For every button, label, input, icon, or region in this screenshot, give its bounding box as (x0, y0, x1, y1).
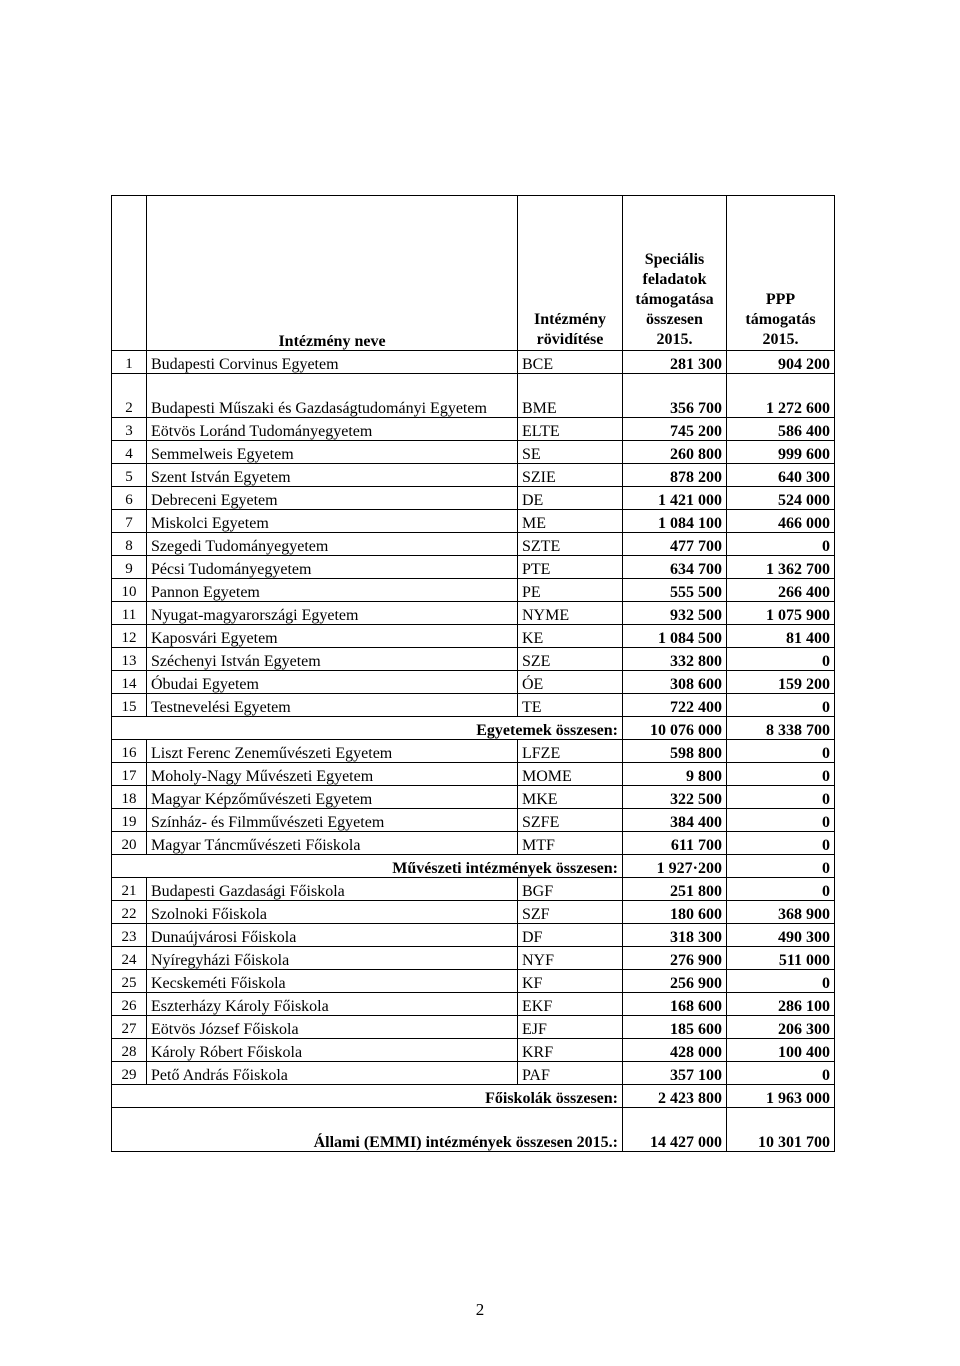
table-row (112, 786, 835, 809)
header-name: Intézmény neve (147, 196, 518, 351)
table-row (112, 510, 835, 533)
ppp-support-value: 490 300 (727, 924, 835, 947)
institution-abbreviation: SZF (518, 901, 623, 924)
table-row (112, 901, 835, 924)
institution-name: Testnevelési Egyetem (147, 694, 518, 717)
institution-name: Budapesti Gazdasági Főiskola (147, 878, 518, 901)
institution-abbreviation: SE (518, 441, 623, 464)
ppp-support-value: 0 (727, 533, 835, 556)
ppp-support-value: 159 200 (727, 671, 835, 694)
institution-name: Színház- és Filmművészeti Egyetem (147, 809, 518, 832)
ppp-support-value: 0 (727, 763, 835, 786)
subtotal-special-value: 10 076 000 (623, 717, 727, 740)
row-number: 11 (112, 602, 147, 625)
row-number: 5 (112, 464, 147, 487)
table-row (112, 1016, 835, 1039)
row-number: 27 (112, 1016, 147, 1039)
institution-abbreviation: DE (518, 487, 623, 510)
special-support-value: 9 800 (623, 763, 727, 786)
subtotal-row (112, 1085, 835, 1108)
subtotal-row (112, 855, 835, 878)
subtotal-ppp-value: 8 338 700 (727, 717, 835, 740)
institution-name: Magyar Táncművészeti Főiskola (147, 832, 518, 855)
table-row (112, 832, 835, 855)
header-ppp-support: PPP támogatás 2015. (727, 196, 835, 351)
ppp-support-value: 1 272 600 (727, 374, 835, 418)
header-special-support: Speciális feladatok támogatása összesen 2015. (623, 196, 727, 351)
ppp-support-value: 0 (727, 1062, 835, 1085)
ppp-support-value: 100 400 (727, 1039, 835, 1062)
institution-name: Kaposvári Egyetem (147, 625, 518, 648)
institution-name: Eötvös Loránd Tudományegyetem (147, 418, 518, 441)
institution-abbreviation: NYF (518, 947, 623, 970)
table-row (112, 993, 835, 1016)
special-support-value: 598 800 (623, 740, 727, 763)
row-number: 13 (112, 648, 147, 671)
table-row (112, 809, 835, 832)
special-support-value: 251 800 (623, 878, 727, 901)
table-row (112, 924, 835, 947)
table-row (112, 487, 835, 510)
special-support-value: 322 500 (623, 786, 727, 809)
institution-name: Semmelweis Egyetem (147, 441, 518, 464)
special-support-value: 332 800 (623, 648, 727, 671)
ppp-support-value: 81 400 (727, 625, 835, 648)
page-number: 2 (475, 1300, 485, 1319)
institution-name: Dunaújvárosi Főiskola (147, 924, 518, 947)
table-row (112, 763, 835, 786)
row-number: 14 (112, 671, 147, 694)
row-number: 28 (112, 1039, 147, 1062)
institution-name: Széchenyi István Egyetem (147, 648, 518, 671)
institution-abbreviation: PAF (518, 1062, 623, 1085)
ppp-support-value: 0 (727, 786, 835, 809)
subtotal-special-value: 1 927·200 (623, 855, 727, 878)
grand-total-special-value: 14 427 000 (623, 1108, 727, 1152)
ppp-support-value: 999 600 (727, 441, 835, 464)
row-number: 25 (112, 970, 147, 993)
special-support-value: 356 700 (623, 374, 727, 418)
institution-name: Debreceni Egyetem (147, 487, 518, 510)
row-number: 1 (112, 351, 147, 374)
institution-abbreviation: ME (518, 510, 623, 533)
grand-total-label: Állami (EMMI) intézmények összesen 2015.: (112, 1108, 623, 1152)
institution-abbreviation: MKE (518, 786, 623, 809)
subtotal-special-value: 2 423 800 (623, 1085, 727, 1108)
special-support-value: 318 300 (623, 924, 727, 947)
table-row (112, 694, 835, 717)
row-number: 20 (112, 832, 147, 855)
ppp-support-value: 0 (727, 878, 835, 901)
institution-name: Pető András Főiskola (147, 1062, 518, 1085)
ppp-support-value: 0 (727, 970, 835, 993)
institution-abbreviation: KE (518, 625, 623, 648)
institution-name: Pannon Egyetem (147, 579, 518, 602)
institution-abbreviation: PE (518, 579, 623, 602)
header-num-cell (112, 196, 147, 351)
institution-abbreviation: SZFE (518, 809, 623, 832)
ppp-support-value: 1 362 700 (727, 556, 835, 579)
institution-abbreviation: NYME (518, 602, 623, 625)
institution-abbreviation: DF (518, 924, 623, 947)
table-row (112, 625, 835, 648)
special-support-value: 477 700 (623, 533, 727, 556)
institution-abbreviation: TE (518, 694, 623, 717)
special-support-value: 260 800 (623, 441, 727, 464)
ppp-support-value: 640 300 (727, 464, 835, 487)
grand-total-ppp-value: 10 301 700 (727, 1108, 835, 1152)
institution-name: Nyíregyházi Főiskola (147, 947, 518, 970)
institution-name: Miskolci Egyetem (147, 510, 518, 533)
ppp-support-value: 368 900 (727, 901, 835, 924)
institution-name: Szegedi Tudományegyetem (147, 533, 518, 556)
row-number: 23 (112, 924, 147, 947)
table-header-row (112, 196, 835, 351)
special-support-value: 357 100 (623, 1062, 727, 1085)
special-support-value: 256 900 (623, 970, 727, 993)
ppp-support-value: 286 100 (727, 993, 835, 1016)
subtotal-label: Főiskolák összesen: (112, 1085, 623, 1108)
special-support-value: 384 400 (623, 809, 727, 832)
institution-abbreviation: SZTE (518, 533, 623, 556)
institution-abbreviation: MTF (518, 832, 623, 855)
grand-total-row (112, 1108, 835, 1152)
institution-abbreviation: EKF (518, 993, 623, 1016)
special-support-value: 1 084 100 (623, 510, 727, 533)
header-abbreviation: Intézmény rövidítése (518, 196, 623, 351)
institution-abbreviation: EJF (518, 1016, 623, 1039)
row-number: 18 (112, 786, 147, 809)
institution-name: Károly Róbert Főiskola (147, 1039, 518, 1062)
subtotal-ppp-value: 1 963 000 (727, 1085, 835, 1108)
row-number: 4 (112, 441, 147, 464)
special-support-value: 1 421 000 (623, 487, 727, 510)
ppp-support-value: 524 000 (727, 487, 835, 510)
special-support-value: 611 700 (623, 832, 727, 855)
special-support-value: 634 700 (623, 556, 727, 579)
table-row (112, 579, 835, 602)
row-number: 26 (112, 993, 147, 1016)
row-number: 8 (112, 533, 147, 556)
institution-name: Eszterházy Károly Főiskola (147, 993, 518, 1016)
institution-abbreviation: LFZE (518, 740, 623, 763)
ppp-support-value: 206 300 (727, 1016, 835, 1039)
table-row (112, 1062, 835, 1085)
row-number: 22 (112, 901, 147, 924)
ppp-support-value: 466 000 (727, 510, 835, 533)
table-row (112, 418, 835, 441)
subtotal-ppp-value: 0 (727, 855, 835, 878)
table-row (112, 441, 835, 464)
special-support-value: 276 900 (623, 947, 727, 970)
special-support-value: 555 500 (623, 579, 727, 602)
special-support-value: 878 200 (623, 464, 727, 487)
institution-abbreviation: BCE (518, 351, 623, 374)
row-number: 2 (112, 374, 147, 418)
table-row (112, 740, 835, 763)
row-number: 7 (112, 510, 147, 533)
institution-name: Szolnoki Főiskola (147, 901, 518, 924)
ppp-support-value: 586 400 (727, 418, 835, 441)
special-support-value: 308 600 (623, 671, 727, 694)
table-row (112, 602, 835, 625)
special-support-value: 428 000 (623, 1039, 727, 1062)
row-number: 29 (112, 1062, 147, 1085)
table-row (112, 671, 835, 694)
institution-name: Liszt Ferenc Zeneművészeti Egyetem (147, 740, 518, 763)
ppp-support-value: 0 (727, 648, 835, 671)
table-row (112, 556, 835, 579)
institution-name: Budapesti Műszaki és Gazdaságtudományi Egyetem (147, 374, 518, 418)
ppp-support-value: 511 000 (727, 947, 835, 970)
subtotal-row (112, 717, 835, 740)
institution-abbreviation: KRF (518, 1039, 623, 1062)
ppp-support-value: 0 (727, 809, 835, 832)
ppp-support-value: 904 200 (727, 351, 835, 374)
institution-abbreviation: ELTE (518, 418, 623, 441)
institution-abbreviation: BGF (518, 878, 623, 901)
institution-name: Szent István Egyetem (147, 464, 518, 487)
row-number: 24 (112, 947, 147, 970)
special-support-value: 932 500 (623, 602, 727, 625)
special-support-value: 1 084 500 (623, 625, 727, 648)
special-support-value: 185 600 (623, 1016, 727, 1039)
ppp-support-value: 0 (727, 832, 835, 855)
institution-name: Óbudai Egyetem (147, 671, 518, 694)
row-number: 15 (112, 694, 147, 717)
row-number: 6 (112, 487, 147, 510)
ppp-support-value: 266 400 (727, 579, 835, 602)
special-support-value: 745 200 (623, 418, 727, 441)
institution-abbreviation: KF (518, 970, 623, 993)
ppp-support-value: 0 (727, 740, 835, 763)
institution-abbreviation: MOME (518, 763, 623, 786)
institution-name: Moholy-Nagy Művészeti Egyetem (147, 763, 518, 786)
special-support-value: 168 600 (623, 993, 727, 1016)
subtotal-label: Egyetemek összesen: (112, 717, 623, 740)
row-number: 21 (112, 878, 147, 901)
institution-name: Kecskeméti Főiskola (147, 970, 518, 993)
special-support-value: 281 300 (623, 351, 727, 374)
table-row (112, 947, 835, 970)
ppp-support-value: 0 (727, 694, 835, 717)
institution-abbreviation: SZE (518, 648, 623, 671)
ppp-support-value: 1 075 900 (727, 602, 835, 625)
funding-table (111, 195, 835, 1152)
table-row (112, 351, 835, 374)
row-number: 17 (112, 763, 147, 786)
special-support-value: 180 600 (623, 901, 727, 924)
institution-name: Magyar Képzőművészeti Egyetem (147, 786, 518, 809)
table-row (112, 533, 835, 556)
row-number: 10 (112, 579, 147, 602)
subtotal-label: Művészeti intézmények összesen: (112, 855, 623, 878)
institution-abbreviation: BME (518, 374, 623, 418)
special-support-value: 722 400 (623, 694, 727, 717)
institution-name: Pécsi Tudományegyetem (147, 556, 518, 579)
table-row (112, 1039, 835, 1062)
institution-name: Nyugat-magyarországi Egyetem (147, 602, 518, 625)
row-number: 9 (112, 556, 147, 579)
institution-name: Budapesti Corvinus Egyetem (147, 351, 518, 374)
row-number: 12 (112, 625, 147, 648)
table-row (112, 464, 835, 487)
table-row (112, 374, 835, 418)
table-row (112, 878, 835, 901)
row-number: 16 (112, 740, 147, 763)
institution-abbreviation: ÓE (518, 671, 623, 694)
table-row (112, 648, 835, 671)
row-number: 19 (112, 809, 147, 832)
row-number: 3 (112, 418, 147, 441)
institution-name: Eötvös József Főiskola (147, 1016, 518, 1039)
table-row (112, 970, 835, 993)
institution-abbreviation: SZIE (518, 464, 623, 487)
institution-abbreviation: PTE (518, 556, 623, 579)
